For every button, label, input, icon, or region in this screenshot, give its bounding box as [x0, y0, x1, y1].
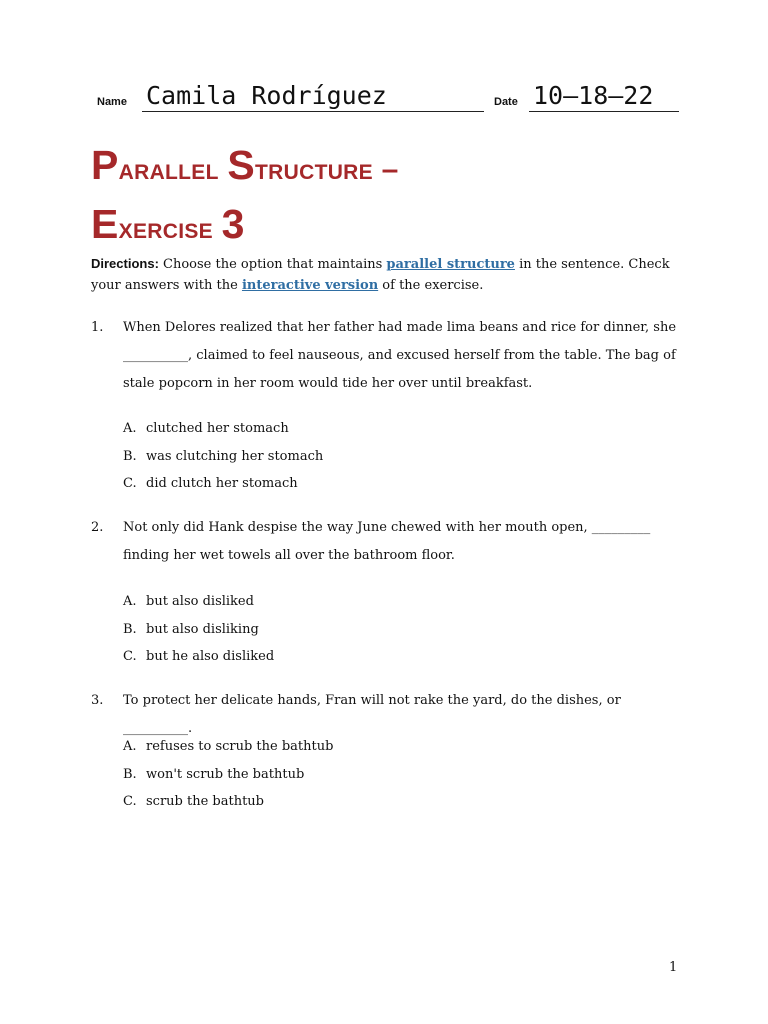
option-letter: A. — [123, 594, 137, 609]
question-text: Not only did Hank despise the way June chewed with her mouth open, _________ finding her wet towels all over the bathroom floor. — [123, 520, 651, 563]
parallel-structure-link[interactable]: parallel structure — [386, 257, 515, 272]
option-letter: A. — [123, 421, 137, 436]
option-letter: B. — [123, 621, 137, 637]
directions — [91, 253, 691, 296]
option-text: but also disliking — [146, 621, 259, 637]
name-field[interactable] — [142, 81, 484, 112]
option-letter: B. — [123, 766, 137, 782]
option-text: clutched her stomach — [146, 421, 289, 436]
title-word-3-rest: xercise — [118, 212, 213, 245]
answer-options — [123, 588, 683, 671]
interactive-version-link[interactable]: interactive version — [241, 278, 379, 293]
header — [97, 78, 679, 112]
option-a[interactable] — [123, 415, 683, 443]
option-text: was clutching her stomach — [146, 448, 324, 464]
page-number: 1 — [669, 960, 678, 975]
question-number: 1. — [91, 320, 104, 335]
date-field[interactable] — [529, 81, 679, 112]
answer-options — [123, 733, 683, 816]
name-value: Camila Rodríguez — [146, 81, 387, 110]
directions-text-1: Choose the option that maintains — [158, 257, 387, 272]
option-a[interactable] — [123, 733, 683, 761]
date-label: Date — [494, 96, 518, 108]
option-letter: C. — [123, 794, 137, 809]
question-text: When Delores realized that her father had made lima beans and rice for dinner, she __________, claimed to feel nauseous, and excused herself from the table. The bag of stale popcorn in her room would tide her over until breakfast. — [123, 320, 677, 391]
option-text: won't scrub the bathtub — [146, 766, 305, 782]
option-c[interactable] — [123, 788, 683, 816]
option-text: scrub the bathtub — [146, 794, 265, 809]
option-letter: C. — [123, 476, 137, 491]
question-number: 3. — [91, 693, 104, 708]
option-text: refuses to scrub the bathtub — [146, 739, 334, 754]
name-label: Name — [97, 96, 127, 108]
option-a[interactable] — [123, 588, 683, 616]
option-letter: A. — [123, 739, 137, 754]
question-text: To protect her delicate hands, Fran will not rake the yard, do the dishes, or __________. — [123, 693, 621, 736]
page-title: Parallel Structure – Exercise 3 — [91, 142, 399, 247]
title-number: 3 — [221, 201, 245, 247]
option-letter: C. — [123, 649, 137, 664]
option-b[interactable] — [123, 616, 683, 644]
option-b[interactable] — [123, 761, 683, 789]
option-letter: B. — [123, 448, 137, 464]
title-word-2-rest: tructure — [255, 153, 373, 186]
option-c[interactable] — [123, 643, 683, 671]
directions-label: Directions: — [91, 256, 159, 271]
answer-options — [123, 415, 683, 498]
title-dash: – — [381, 153, 399, 186]
option-text: but he also disliked — [146, 649, 275, 664]
question-number: 2. — [91, 520, 104, 535]
option-b[interactable] — [123, 443, 683, 471]
option-text: did clutch her stomach — [146, 476, 298, 491]
date-value: 10–18–22 — [533, 81, 654, 110]
option-c[interactable] — [123, 470, 683, 498]
title-word-1-rest: arallel — [118, 153, 219, 186]
directions-text-2: in the sentence. Check your answers with the — [91, 257, 670, 293]
option-text: but also disliked — [146, 594, 254, 609]
directions-text-3: of the exercise. — [378, 278, 484, 293]
